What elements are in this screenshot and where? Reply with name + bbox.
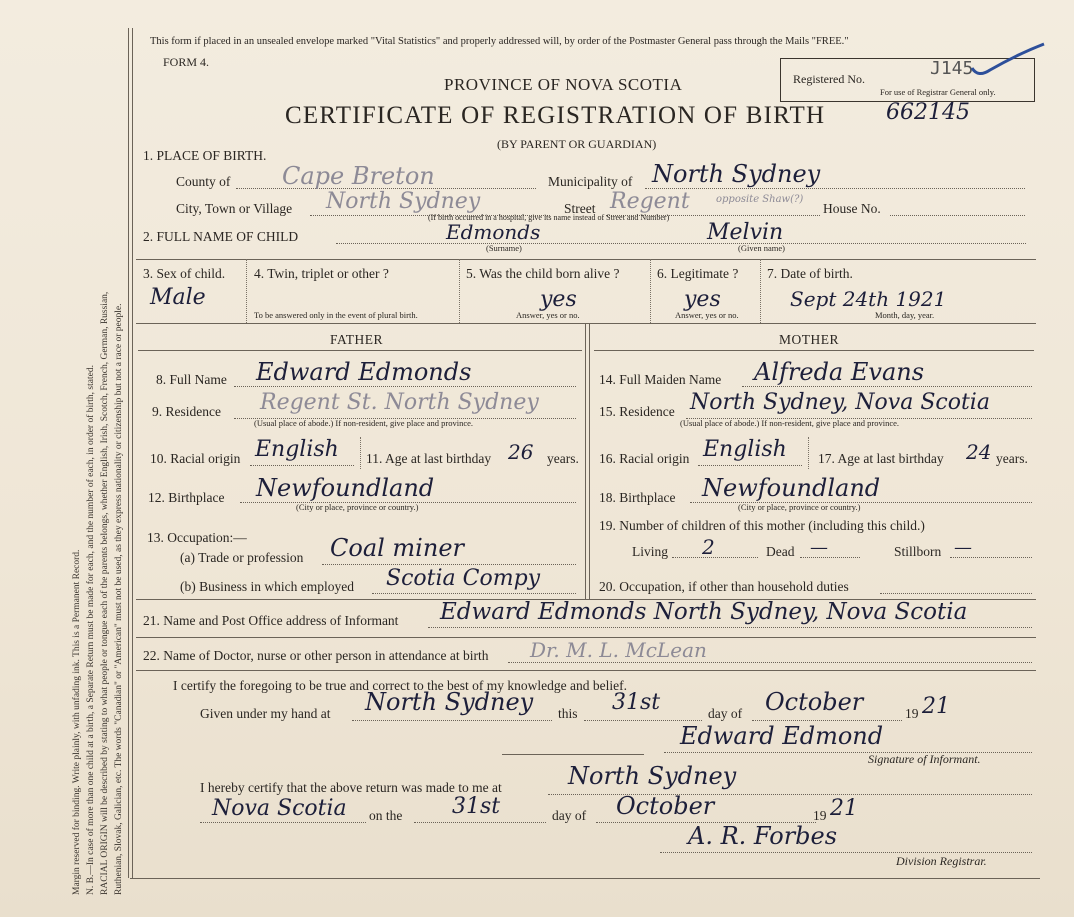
mother-heading: MOTHER	[779, 332, 839, 347]
division-registrar-label: Division Registrar.	[896, 854, 987, 868]
father-name-label: 8. Full Name	[156, 372, 227, 387]
given-place-line	[352, 720, 552, 721]
province-heading: PROVINCE OF NOVA SCOTIA	[444, 75, 683, 94]
informant-line	[428, 627, 1032, 628]
father-birthplace-label: 12. Birthplace	[148, 490, 225, 505]
mother-name-value: Alfreda Evans	[754, 358, 925, 386]
living-label: Living	[632, 544, 668, 559]
certify-day-line	[584, 720, 702, 721]
registrar-day-line	[414, 822, 546, 823]
registrar-signature: A. R. Forbes	[688, 822, 838, 850]
mother-racial-value: English	[703, 437, 787, 462]
father-racial-line	[250, 465, 354, 466]
child-name-line	[336, 243, 1026, 244]
registered-no-label: Registered No.	[793, 72, 865, 86]
mother-residence-label: 15. Residence	[599, 404, 675, 419]
street-value: Regent	[610, 189, 690, 214]
city-label: City, Town or Village	[176, 201, 293, 216]
municipality-value: North Sydney	[652, 160, 821, 188]
mother-residence-value: North Sydney, Nova Scotia	[690, 390, 990, 415]
father-name-line	[234, 386, 576, 387]
trade-value: Coal miner	[330, 534, 464, 562]
mother-occupation-line	[880, 593, 1032, 594]
informant-signature: Edward Edmond	[680, 722, 884, 750]
dob-label: 7. Date of birth.	[767, 266, 853, 281]
bottom-border	[130, 878, 1040, 879]
mother-heading-line	[594, 350, 1034, 351]
dob-note: Month, day, year.	[875, 310, 935, 320]
hospital-note: (If birth occurred in a hospital, give its name instead of Street and Number)	[428, 213, 670, 222]
father-name-value: Edward Edmonds	[256, 358, 472, 386]
stillborn-value: —	[954, 537, 972, 558]
mother-name-line	[742, 386, 1032, 387]
given-name-note: (Given name)	[738, 243, 785, 253]
mother-name-label: 14. Full Maiden Name	[599, 372, 722, 387]
postal-notice: This form if placed in an unsealed envelope marked "Vital Statistics" and properly addressed will, by order of the Postmaster General pass through the Mails "FREE."	[150, 36, 849, 47]
business-label: (b) Business in which employed	[180, 579, 354, 594]
parent-divider	[585, 324, 586, 599]
registrar-only-note: For use of Registrar General only.	[880, 87, 996, 97]
row3-top-line	[136, 259, 1036, 260]
side-note-multiple-births: N. B.—In case of more than one child at a birth, a Separate Return must be made for each, and the number of each, in order of birth, stated.	[86, 365, 96, 895]
signature-label: Signature of Informant.	[868, 752, 981, 766]
dob-value: Sept 24th 1921	[790, 287, 947, 311]
certify-day-value: 31st	[612, 690, 661, 715]
children-count-label: 19. Number of children of this mother (including this child.)	[599, 518, 925, 533]
legitimate-note: Answer, yes or no.	[675, 310, 739, 320]
surname-note: (Surname)	[486, 243, 522, 253]
legitimate-label: 6. Legitimate ?	[657, 266, 739, 281]
business-value: Scotia Compy	[386, 566, 541, 591]
registrar-month-value: October	[616, 792, 715, 820]
trade-line	[322, 564, 576, 565]
registrar-province-value: Nova Scotia	[212, 796, 347, 821]
side-note-racial-origin: RACIAL ORIGIN will be described by stating to what people or tongue each of the parents belongs, whether English, Irish, Scotch, French, German, Russian,	[100, 291, 110, 895]
row3-bottom-line	[136, 323, 1036, 324]
twin-note: To be answered only in the event of plural birth.	[254, 310, 418, 320]
form-number: FORM 4.	[163, 55, 210, 69]
certify-year-value: 21	[922, 694, 950, 719]
mother-racial-label: 16. Racial origin	[599, 451, 690, 466]
left-border	[128, 28, 129, 878]
row3-div2	[459, 259, 460, 323]
certify-statement: I certify the foregoing to be true and correct to the best of my knowledge and belief.	[173, 678, 627, 693]
mother-birthplace-value: Newfoundland	[702, 474, 881, 502]
twin-label: 4. Twin, triplet or other ?	[254, 266, 389, 281]
side-note-racial-origin-cont: Ruthenian, Slovak, Galician, etc. The words "Canadian" or "American" must not be used, as they express nationality or citizenship but not a race or people.	[114, 303, 124, 895]
certify-dayof-label: day of	[708, 706, 743, 721]
certificate-subtitle: (BY PARENT OR GUARDIAN)	[497, 137, 657, 151]
certify-month-value: October	[765, 688, 864, 716]
registered-no-value: J145	[930, 58, 974, 79]
business-line	[372, 593, 576, 594]
stillborn-label: Stillborn	[894, 544, 942, 559]
father-racial-div	[360, 437, 361, 469]
street-extra: opposite Shaw(?)	[716, 194, 804, 205]
registrar-province-line	[200, 822, 366, 823]
registrar-year-prefix: 19	[813, 808, 827, 823]
registrar-signature-line	[660, 852, 1032, 853]
registrar-year-value: 21	[830, 796, 858, 821]
street-label: Street	[564, 201, 596, 216]
father-racial-value: English	[255, 437, 339, 462]
doctor-value: Dr. M. L. McLean	[530, 638, 707, 662]
mother-age-unit: years.	[996, 451, 1028, 466]
left-border-inner	[132, 28, 133, 878]
certify-year-prefix: 19	[905, 706, 919, 721]
father-birthplace-value: Newfoundland	[256, 474, 435, 502]
legitimate-value: yes	[684, 287, 721, 312]
city-value: North Sydney	[326, 189, 481, 214]
alive-label: 5. Was the child born alive ?	[466, 266, 620, 281]
child-surname: Edmonds	[446, 220, 541, 244]
certify-top-line	[136, 670, 1036, 671]
father-residence-value: Regent St. North Sydney	[260, 390, 539, 415]
registrar-dayof-label: day of	[552, 808, 587, 823]
parent-divider-inner	[589, 324, 590, 599]
row3-div1	[246, 259, 247, 323]
father-racial-label: 10. Racial origin	[150, 451, 241, 466]
given-under-label: Given under my hand at	[200, 706, 331, 721]
mother-racial-line	[698, 465, 802, 466]
house-no-label: House No.	[823, 201, 881, 216]
alive-value: yes	[540, 287, 577, 312]
father-heading: FATHER	[330, 332, 384, 347]
father-residence-label: 9. Residence	[152, 404, 221, 419]
place-of-birth-label: 1. PLACE OF BIRTH.	[143, 148, 267, 163]
sex-label: 3. Sex of child.	[143, 266, 226, 281]
dead-line	[800, 557, 860, 558]
municipality-label: Municipality of	[548, 174, 633, 189]
father-heading-line	[138, 350, 582, 351]
mother-age-label: 17. Age at last birthday	[818, 451, 944, 466]
mother-age-value: 24	[966, 440, 992, 464]
doctor-label: 22. Name of Doctor, nurse or other person in attendance at birth	[143, 648, 489, 663]
trade-label: (a) Trade or profession	[180, 550, 304, 565]
row3-div3	[650, 259, 651, 323]
alive-note: Answer, yes or no.	[516, 310, 580, 320]
father-birthplace-note: (City or place, province or country.)	[296, 502, 419, 512]
mother-residence-note: (Usual place of abode.) If non-resident, give place and province.	[680, 418, 900, 428]
mother-birthplace-note: (City or place, province or country.)	[738, 502, 861, 512]
row3-div4	[760, 259, 761, 323]
dead-value: —	[810, 537, 828, 558]
certificate-title: CERTIFICATE OF REGISTRATION OF BIRTH	[285, 102, 826, 129]
given-place-value: North Sydney	[365, 688, 534, 716]
short-rule	[502, 754, 644, 755]
this-label: this	[558, 706, 578, 721]
father-age-value: 26	[508, 440, 534, 464]
registrar-statement: I hereby certify that the above return was made to me at	[200, 780, 502, 795]
living-value: 2	[702, 535, 715, 559]
mother-racial-div	[808, 437, 809, 469]
municipality-line	[645, 188, 1025, 189]
county-value: Cape Breton	[282, 162, 435, 190]
child-name-label: 2. FULL NAME OF CHILD	[143, 229, 299, 244]
handwritten-registration-number: 662145	[886, 100, 970, 125]
informant-label: 21. Name and Post Office address of Informant	[143, 613, 399, 628]
father-residence-note: (Usual place of abode.) If non-resident, give place and province.	[254, 418, 474, 428]
father-occupation-label: 13. Occupation:—	[147, 530, 247, 545]
father-age-unit: years.	[547, 451, 579, 466]
mother-occupation-label: 20. Occupation, if other than household duties	[599, 579, 849, 594]
doctor-line	[508, 662, 1032, 663]
living-line	[672, 557, 758, 558]
dead-label: Dead	[766, 544, 795, 559]
child-given-name: Melvin	[707, 220, 784, 245]
mother-birthplace-label: 18. Birthplace	[599, 490, 676, 505]
informant-value: Edward Edmonds North Sydney, Nova Scotia	[440, 599, 968, 625]
certify-month-line	[752, 720, 902, 721]
registrar-place-value: North Sydney	[568, 762, 737, 790]
registrar-day-value: 31st	[452, 794, 501, 819]
blue-check-mark	[968, 40, 1048, 80]
house-line	[890, 215, 1025, 216]
county-label: County of	[176, 174, 231, 189]
father-age-label: 11. Age at last birthday	[366, 451, 492, 466]
side-note-binding: Margin reserved for binding. Write plainly, with unfading ink. This is a Permanent Record.	[72, 549, 82, 895]
on-the-label: on the	[369, 808, 403, 823]
sex-value: Male	[150, 285, 206, 310]
